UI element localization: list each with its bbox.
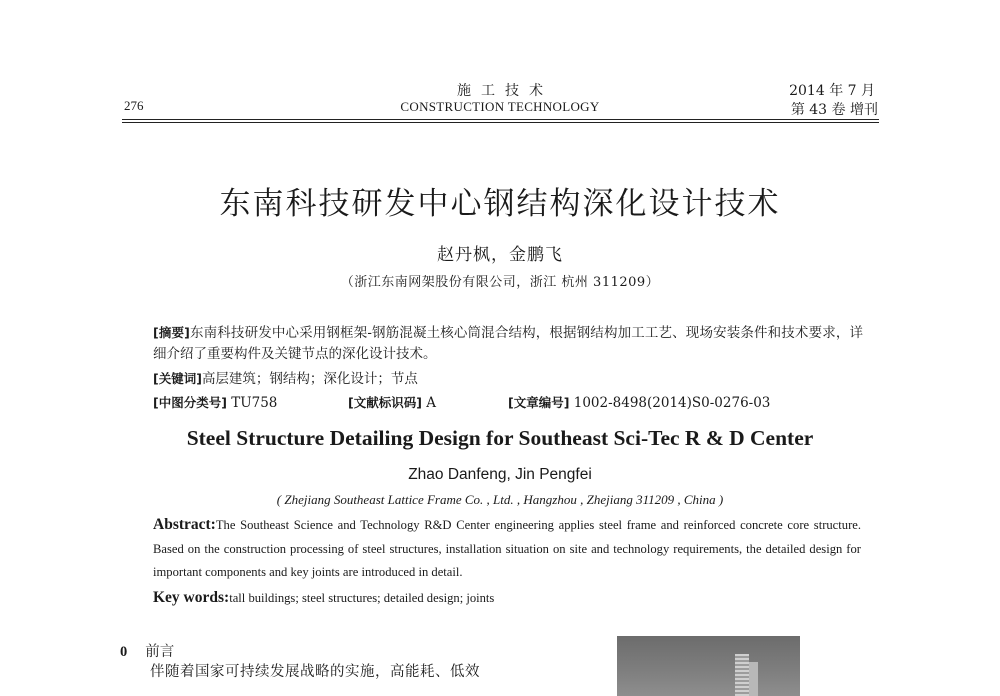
header-rule-thin [122,122,879,123]
photo-tower [735,654,749,696]
keywords-en-label: Key words: [153,589,230,606]
affiliation-cn: （浙江东南网架股份有限公司，浙江 杭州 311209） [340,275,660,290]
doc-code-field [348,392,508,414]
keywords-cn-label: [关键词] [153,371,202,386]
journal-title-en: CONSTRUCTION TECHNOLOGY [400,99,600,114]
abstract-cn [153,322,863,365]
clc-label: [中图分类号] [153,395,227,410]
section-title: 前言 [145,644,175,660]
page-number: 276 [124,98,144,113]
authors-cn: 赵丹枫，金鹏飞 [437,245,563,265]
keywords-cn [153,368,863,390]
article-title-en: Steel Structure Detailing Design for Southeast Sci-Tec R & D Center [186,426,814,450]
keywords-en [153,586,861,611]
authors-en: Zhao Danfeng, Jin Pengfei [408,466,592,483]
issue-date: 2014 年 7 月 [789,83,875,99]
building-photo [617,636,800,696]
article-title-cn: 东南科技研发中心钢结构深化设计技术 [219,186,781,222]
article-no-label: [文章编号] [508,395,570,410]
section-body-text: 伴随着国家可持续发展战略的实施，高能耗、低效 [150,664,480,680]
abstract-en [153,513,861,585]
issue-volume: 第 43 卷 增刊 [790,102,878,118]
abstract-en-label: Abstract: [153,516,216,533]
section-heading [120,640,174,661]
abstract-cn-text: 东南科技研发中心采用钢框架-钢筋混凝土核心筒混合结构，根据钢结构加工工艺、现场安装条件和技术要求，详细介绍了重要构件及关键节点的深化设计技术。 [153,325,863,362]
abstract-cn-label: [摘要] [153,325,190,340]
article-no-field [508,392,770,414]
clc-field [153,392,348,414]
doc-code-value: A [426,395,436,411]
article-no-value: 1002-8498(2014)S0-0276-03 [573,395,771,411]
section-number: 0 [120,644,128,660]
journal-title-cn: 施工技术 [457,83,553,99]
keywords-en-text: tall buildings; steel structures; detailed design; joints [229,591,495,605]
abstract-en-text: The Southeast Science and Technology R&D Center engineering applies steel frame and reinforced concrete core structure. Based on the construction processing of steel structures, installation situation on site and technology requirements, the detailed design for important components and key joints are introduced in detail. [153,518,861,579]
photo-tower-side [749,662,758,696]
doc-code-label: [文献标识码] [348,395,422,410]
clc-value: TU758 [231,395,278,411]
header-rule-thick [122,119,879,120]
affiliation-en: ( Zhejiang Southeast Lattice Frame Co. , Ltd. , Hangzhou , Zhejiang 311209 , China ) [276,492,724,507]
classification-row [153,392,893,414]
keywords-cn-text: 高层建筑；钢结构；深化设计；节点 [201,371,418,387]
